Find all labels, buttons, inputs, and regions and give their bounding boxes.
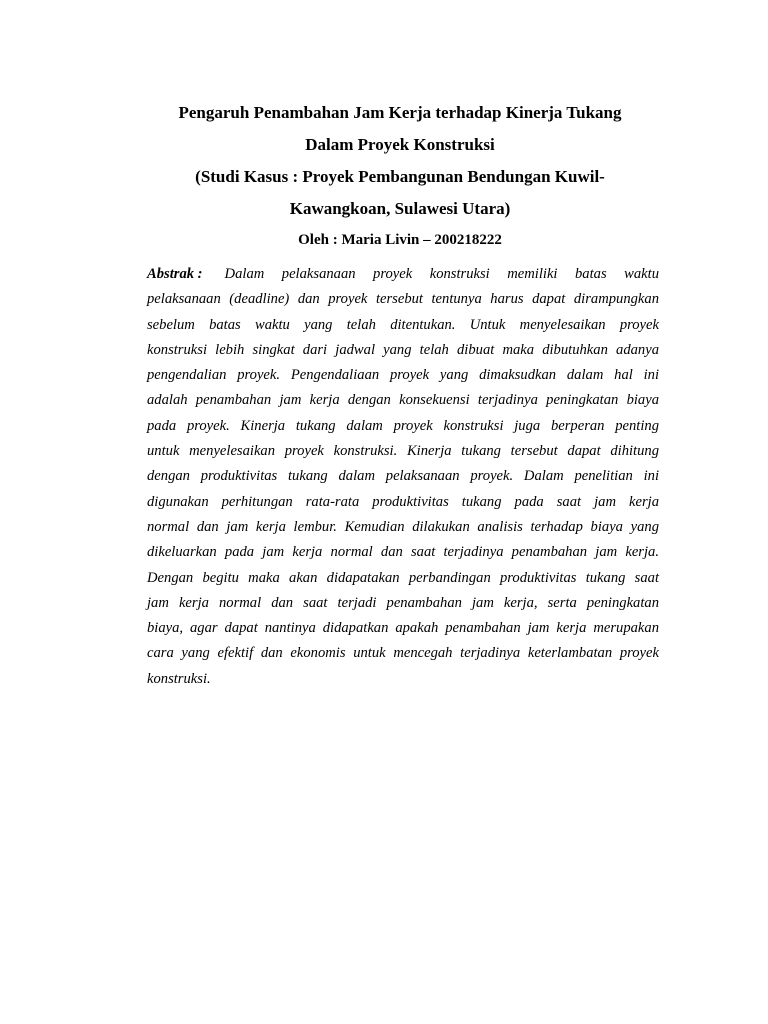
abstract-line: konstruksi. xyxy=(147,670,211,687)
abstract-line: sebelum batas waktu yang telah ditentukan. Untuk menyelesaikan proyek xyxy=(147,316,659,333)
abstract-line: normal dan jam kerja lembur. Kemudian dilakukan analisis terhadap biaya yang xyxy=(147,518,659,535)
abstract-line: jam kerja normal dan saat terjadi penambahan jam kerja, serta peningkatan xyxy=(147,594,659,611)
abstract-line: dengan produktivitas tukang dalam pelaksanaan proyek. Dalam penelitian ini xyxy=(147,468,659,485)
author-line: Oleh : Maria Livin – 200218222 xyxy=(298,232,502,248)
paper-title xyxy=(140,97,660,225)
abstract-label: Abstrak : xyxy=(147,266,203,282)
abstract-line: cara yang efektif dan ekonomis untuk mencegah terjadinya keterlambatan proyek xyxy=(147,645,659,662)
title-line: Dalam Proyek Konstruksi xyxy=(305,135,495,154)
abstract-line: konstruksi lebih singkat dari jadwal yang telah dibuat maka dibutuhkan adanya xyxy=(147,341,659,358)
abstract-line: adalah penambahan jam kerja dengan konsekuensi terjadinya peningkatan biaya xyxy=(147,392,659,409)
abstract-line: pelaksanaan (deadline) dan proyek tersebut tentunya harus dapat dirampungkan xyxy=(147,291,659,308)
abstract-line: pada proyek. Kinerja tukang dalam proyek konstruksi juga berperan penting xyxy=(147,417,659,434)
abstract-line: Dengan begitu maka akan didapatakan perbandingan produktivitas tukang saat xyxy=(147,569,659,586)
title-line: Kawangkoan, Sulawesi Utara) xyxy=(289,199,511,218)
title-line: Pengaruh Penambahan Jam Kerja terhadap Kinerja Tukang xyxy=(178,103,622,122)
abstract-line: dikeluarkan pada jam kerja normal dan saat terjadinya penambahan jam kerja. xyxy=(147,544,659,561)
abstract xyxy=(147,262,659,692)
abstract-line: digunakan perhitungan rata-rata produktivitas tukang pada saat jam kerja xyxy=(147,493,659,510)
abstract-line: untuk menyelesaikan proyek konstruksi. Kinerja tukang tersebut dapat dihitung xyxy=(147,443,659,460)
title-line: (Studi Kasus : Proyek Pembangunan Bendungan Kuwil- xyxy=(195,167,605,186)
abstract-line: pengendalian proyek. Pengendaliaan proyek yang dimaksudkan dalam hal ini xyxy=(147,367,659,384)
abstract-line: biaya, agar dapat nantinya didapatkan apakah penambahan jam kerja merupakan xyxy=(147,620,659,637)
abstract-first-line xyxy=(147,262,659,287)
abstract-line: Dalam pelaksanaan proyek konstruksi memiliki batas waktu xyxy=(224,266,659,282)
